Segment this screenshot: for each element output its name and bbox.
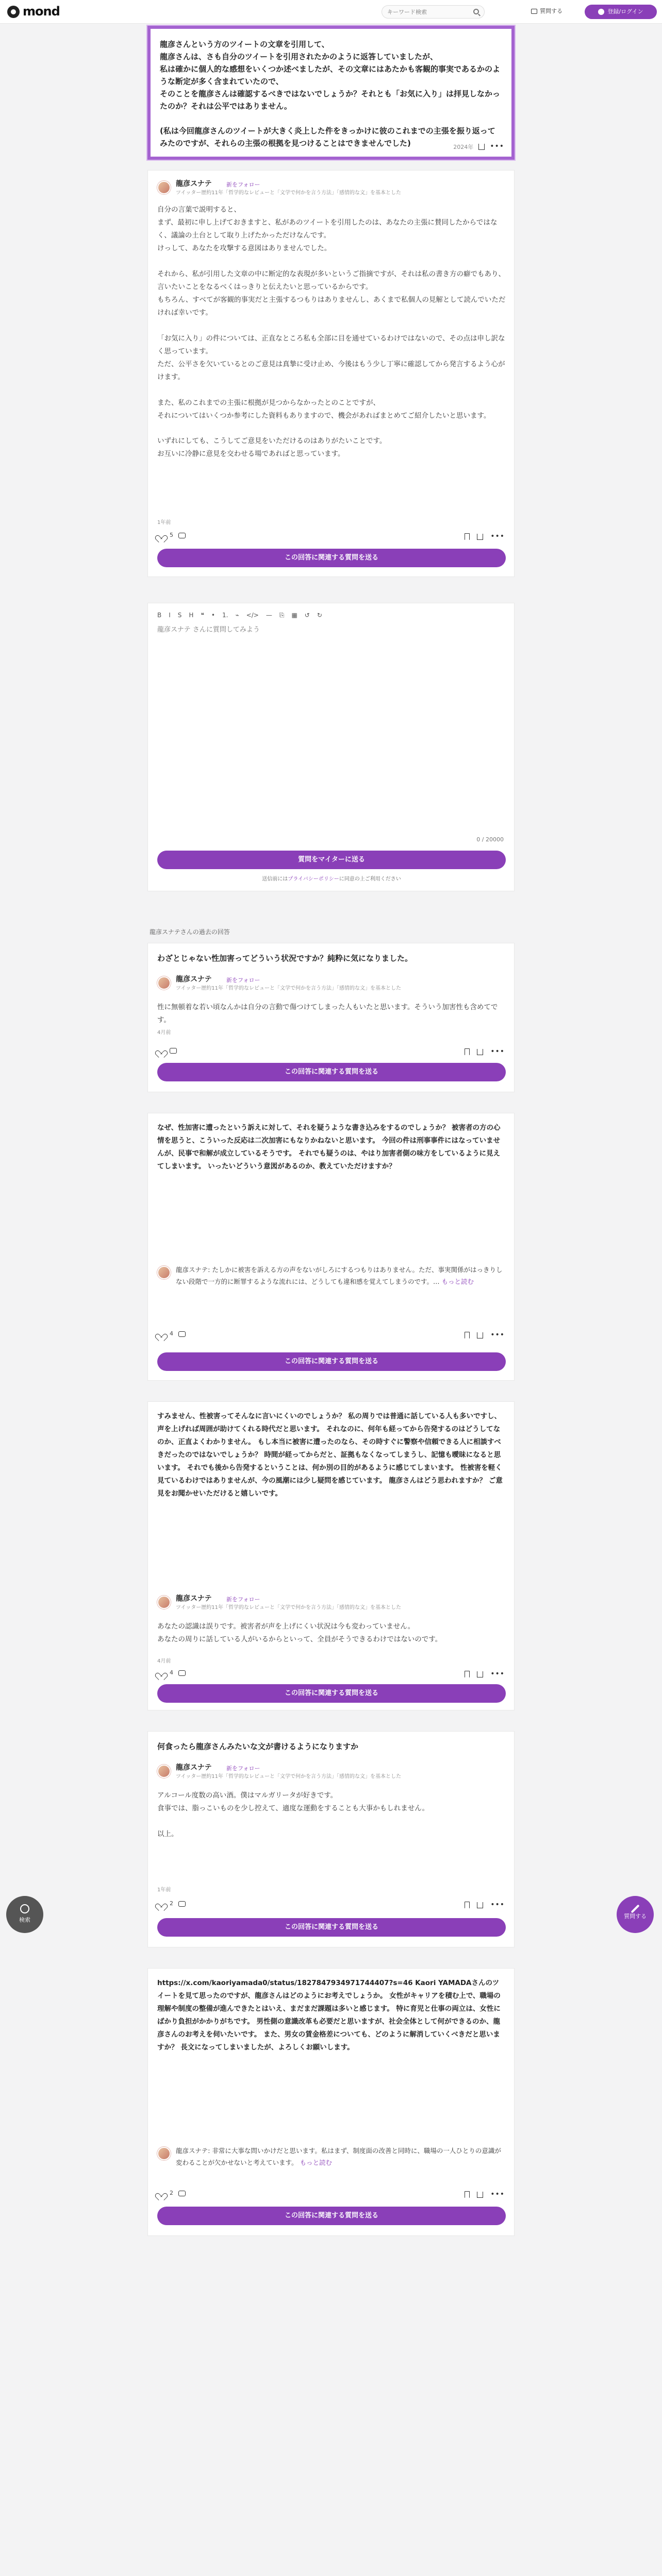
tool-bullet[interactable]: • (211, 612, 215, 619)
avatar[interactable] (157, 181, 171, 194)
bookmark-icon[interactable] (465, 1671, 470, 1677)
tool-quote[interactable]: ❝ (201, 612, 204, 619)
submit-question-button[interactable]: 質問をマイターに送る (157, 851, 506, 869)
answer-date: 4月前 (157, 1030, 171, 1036)
more-icon[interactable]: ••• (490, 2190, 505, 2198)
question-editor (147, 603, 515, 891)
answer-date: 1年前 (157, 520, 171, 526)
heart-icon[interactable] (157, 532, 164, 538)
follow-button[interactable]: 新をフォロー (226, 1765, 260, 1772)
top-header (0, 0, 662, 24)
like-count: 2 (170, 1900, 173, 1907)
user-bio: ツイッター歴約11年「哲学的なレビューと「文学で何かを言う方法」「感情的な文」を基本とした (176, 986, 402, 991)
bookmark-icon[interactable] (465, 533, 470, 540)
tool-link[interactable]: ⌁ (235, 612, 239, 619)
search-icon (20, 1904, 29, 1913)
comment-icon[interactable] (170, 1048, 177, 1054)
right-actions (465, 1900, 505, 1911)
reaction-bar (157, 1046, 177, 1055)
question-time: 2024年 (453, 143, 474, 150)
privacy-hint (148, 875, 515, 884)
tool-ordered[interactable]: 1. (222, 612, 228, 619)
fab-search-label: 検索 (19, 1917, 30, 1924)
question-textarea[interactable] (157, 624, 506, 809)
answer-card (147, 943, 515, 1092)
past-answers-label: 龍彦スナテさんの過去の回答 (150, 928, 230, 936)
reaction-bar (157, 1669, 186, 1677)
user-bio: ツイッター歴約11年「哲学的なレビューと「文学で何かを言う方法」「感情的な文」を基本とした (176, 1605, 402, 1611)
comment-icon[interactable] (178, 2191, 186, 2196)
tool-table[interactable]: ▦ (291, 612, 297, 619)
follow-button[interactable]: 新をフォロー (226, 181, 260, 188)
user-name[interactable]: 龍彦スナテ (176, 1764, 212, 1772)
right-actions (465, 2189, 505, 2200)
more-icon[interactable]: ••• (490, 1901, 505, 1909)
floating-ask-button[interactable] (617, 1896, 654, 1933)
read-more-link[interactable]: もっと読む (441, 1278, 474, 1286)
tool-strike[interactable]: S (177, 612, 182, 619)
answer-question-title[interactable]: 何食ったら龍彦さんみたいな文が書けるようになりますか (157, 1742, 359, 1751)
search-box[interactable] (382, 5, 485, 19)
chat-icon (531, 9, 537, 14)
follow-button[interactable]: 新をフォロー (226, 1596, 260, 1603)
user-name[interactable]: 龍彦スナテ (176, 975, 212, 984)
avatar[interactable] (157, 2147, 171, 2160)
login-button[interactable] (585, 5, 657, 19)
answer-body-text: 龍彦スナテ: 非常に大事な問いかけだと思います。私はまず、制度面の改善と同時に、職場の一人ひとりの意識が変わることが欠かせないと考えています。 (176, 2147, 501, 2167)
avatar[interactable] (157, 1596, 171, 1609)
bookmark-icon[interactable] (465, 2191, 470, 2198)
right-actions (465, 1669, 505, 1680)
more-icon[interactable]: ••• (490, 1670, 505, 1678)
answer-body: 自分の言葉で説明すると、 まず、最初に申し上げておきますと、私があのツイートを引用したのは、あなたの主張に賛同したからではなく、議論の土台として取り上げたかっただけなんです。 けっして、あなたを攻撃する意図はありませんでした。 それから、私が引用した文章の中に断定的な表現が多いというご指摘ですが、それは私の書き方の癖でもあり、言いたいことをなるべくはっきりと伝えたいと思っているからです。 もちろん、すべてが客観的事実だと主張するつもりはありませんし、あくまで私個人の見解として読んでいただければ幸いです。 「お気に入り」の件については、正直なところ私も全部に目を通せているわけではないので、その点は申し訳なく思っています。 ただ、公平さを欠いているとのご意見は真摯に受け止め、今後はもう少し丁寧に確認してから発言するよう心がけます。 また、私のこれまでの主張に根拠が見つからなかったとのことですが、 それについてはいくつか参考にした資料もありますので、機会があればまとめてご紹介したいと思います。 いずれにしても、こうしてご意見をいただけるのはありがたいことです。 お互いに冷静に意見を交わせる場であればと思っています。 (157, 206, 506, 459)
share-icon[interactable] (477, 1902, 483, 1908)
like-count: 4 (170, 1669, 173, 1676)
editor-toolbar (157, 611, 322, 620)
heart-icon[interactable] (157, 2190, 164, 2196)
hint-prefix: 送信前には (262, 876, 288, 882)
answer-question-body[interactable]: https://x.com/kaoriyamada0/status/1827847934971744407?s=46 Kaori YAMADAさんのツイートを見て思ったのですが、龍彦さんはどのようにお考えでしょうか。 女性がキャリアを積む上で、職場の理解や制度の整備が進んできたとはいえ、まだまだ課題は多いと感じます。 特に育児と仕事の両立は、女性にばかり負担がかかりがちです。 男性側の意識改革も必要だと思いますが、社会全体として何ができるのか、龍彦さんのお考えを伺いたいです。 また、男女の賃金格差についても、どのように解消していくべきだと思いますか？ 長文になってしまいましたが、よろしくお願いします。 (157, 1979, 501, 2052)
user-icon (598, 9, 604, 15)
bookmark-icon[interactable] (465, 1048, 470, 1055)
bookmark-icon[interactable] (465, 1332, 470, 1338)
heart-icon[interactable] (157, 1901, 164, 1907)
reaction-bar (157, 531, 186, 539)
answer-body: 性に無頓着な若い頃なんかは自分の言動で傷つけてしまった人もいたと思います。そういう加害性も含めてです。 (157, 1003, 498, 1024)
share-icon[interactable] (477, 1671, 483, 1677)
user-bio: ツイッター歴約11年「哲学的なレビューと「文学で何かを言う方法」「感情的な文」を基本とした (176, 1774, 402, 1780)
privacy-link[interactable]: プライバシーポリシー (288, 876, 339, 882)
related-question-button[interactable]: この回答に関連する質問を送る (157, 549, 506, 567)
fab-post-label: 質問する (624, 1913, 647, 1920)
question-footer (453, 141, 504, 152)
reaction-bar (157, 1330, 186, 1338)
floating-search-button[interactable] (6, 1896, 43, 1933)
comment-icon[interactable] (178, 533, 186, 538)
answer-card (147, 1401, 515, 1710)
avatar[interactable] (157, 1765, 171, 1778)
search-icon[interactable] (473, 9, 479, 14)
related-question-button[interactable]: この回答に関連する質問を送る (157, 2207, 506, 2225)
like-count: 4 (170, 1330, 173, 1337)
more-icon[interactable]: ••• (490, 142, 504, 151)
user-name[interactable]: 龍彦スナテ (176, 1595, 212, 1603)
avatar[interactable] (157, 1266, 171, 1279)
like-count: 5 (170, 532, 173, 539)
more-icon[interactable]: ••• (490, 532, 505, 540)
tool-italic[interactable]: I (169, 612, 171, 619)
heart-icon[interactable] (157, 1047, 164, 1054)
logo-icon (7, 6, 20, 18)
answer-question-title[interactable]: わざとじゃない性加害ってどういう状況ですか？純粋に気になりました。 (157, 954, 413, 963)
like-count: 2 (170, 2190, 173, 2197)
tool-copy[interactable]: ⎘ (279, 612, 285, 619)
answer-body-text: 龍彦スナテ: たしかに被害を訴える方の声をないがしろにするつもりはありません。ただ、事実関係がはっきりしない段階で一方的に断罪するような流れには、どうしても違和感を覚えてしまうのです。… (176, 1266, 503, 1286)
answer-date: 1年前 (157, 1887, 171, 1893)
related-question-button[interactable]: この回答に関連する質問を送る (157, 1063, 506, 1081)
question-text: 龍彦さんという方のツイートの文章を引用して、 龍彦さんは、さも自分のツイートを引用されたかのように返答していましたが、 私は確かに個人的な感想をいくつか述べましたが、その文章にはあたかも客観的事実であるかのような断定が多く含まれていたので、 そのことを龍彦さんは確認するべきではないでしょうか？それとも「お気に入り」は拝見しなかったのか？それは公平ではありません。 (私は今回龍彦さんのツイートが大きく炎上した件をきっかけに彼のこれまでの主張を振り返ってみたのですが、それらの主張の根拠を見つけることはできませんでした) (160, 40, 501, 148)
comment-icon[interactable] (178, 1901, 186, 1907)
heart-icon[interactable] (157, 1670, 164, 1676)
answer-question-body[interactable]: すみません、性被害ってそんなに言いにくいのでしょうか？ 私の周りでは普通に話している人も多いですし、声を上げれば周囲が助けてくれる時代だと思います。 それなのに、何年も経ってから告発するのはどうしてなのか、正直よくわかりません。 もし本当に被害に遭ったのなら、その時すぐに警察や信頼できる人に相談すべきだったのではないでしょうか？ 時間が経ってからだと、証拠もなくなってしまうし、記憶も曖昧になると思います。 それでも後から告発するということは、何か別の目的があるように感じてしまいます。 性被害を軽く見ているわけではありませんが、今の風潮には少し疑問を感じています。 龍彦さんはどう思われますか？ ご意見をお聞かせいただけると嬉しいです。 (157, 1412, 503, 1498)
mond-logo[interactable] (7, 5, 60, 19)
share-icon[interactable] (478, 144, 485, 150)
share-icon[interactable] (477, 1332, 483, 1338)
share-icon[interactable] (477, 1049, 483, 1055)
related-question-button[interactable]: この回答に関連する質問を送る (157, 1684, 506, 1703)
tool-rule[interactable]: — (266, 612, 272, 619)
share-icon[interactable] (477, 2192, 483, 2198)
related-question-button[interactable]: この回答に関連する質問を送る (157, 1352, 506, 1371)
tool-heading[interactable]: H (189, 612, 194, 619)
tool-code[interactable]: </> (246, 612, 259, 619)
read-more-link[interactable]: もっと読む (300, 2159, 333, 2167)
answer-card (147, 1113, 515, 1381)
answer-card (147, 1968, 515, 2236)
related-question-button[interactable]: この回答に関連する質問を送る (157, 1918, 506, 1937)
answer-body (176, 1264, 506, 1287)
more-icon[interactable]: ••• (490, 1047, 505, 1056)
answer-question-body[interactable]: なぜ、性加害に遭ったという訴えに対して、それを疑うような書き込みをするのでしょうか？ 被害者の方の心情を思うと、こういった反応は二次加害にもなりかねないと思います。 今回の件は刑事事件にはなっていませんが、民事で和解が成立しているそうです。 それでも疑うのは、やはり加害者側の味方をしているように見えてしまいます。 いったいどういう意図があるのか、教えていただけますか？ (157, 1124, 501, 1171)
tool-bold[interactable]: B (157, 612, 162, 619)
right-actions (465, 531, 505, 543)
answer-body: あなたの認識は誤りです。被害者が声を上げにくい状況は今も変わっていません。 あなたの周りに話している人がいるからといって、全員がそうできるわけではないのです。 (157, 1622, 442, 1643)
reaction-bar (157, 1900, 186, 1908)
tool-redo[interactable]: ↻ (317, 612, 322, 619)
question-card (147, 26, 515, 160)
ask-link-label: 質問する (540, 8, 562, 14)
answer-body: アルコール度数の高い酒。僕はマルガリータが好きです。 食事では、脂っこいものを少し控えて、適度な運動をすることも大事かもしれません。 以上。 (157, 1791, 429, 1838)
follow-button[interactable]: 新をフォロー (226, 977, 260, 984)
share-icon[interactable] (477, 534, 483, 540)
search-input[interactable] (387, 7, 470, 16)
reaction-bar (157, 2189, 186, 2197)
login-label: 登録/ログイン (607, 8, 643, 15)
right-actions (465, 1330, 505, 1341)
comment-icon[interactable] (178, 1331, 186, 1337)
answer-body (176, 2145, 506, 2168)
right-actions (465, 1046, 505, 1058)
user-name[interactable]: 龍彦スナテ (176, 180, 212, 188)
tool-undo[interactable]: ↺ (304, 612, 310, 619)
answer-date: 4月前 (157, 1658, 171, 1664)
char-counter: 0 / 20000 (476, 836, 504, 843)
logo-text: mond (23, 4, 60, 19)
answer-card (147, 1731, 515, 1947)
hint-suffix: に同意の上ご利用ください (339, 876, 401, 882)
comment-icon[interactable] (178, 1670, 186, 1676)
more-icon[interactable]: ••• (490, 1331, 505, 1339)
avatar[interactable] (157, 976, 171, 990)
main-answer-card (147, 170, 515, 577)
ask-link[interactable] (531, 7, 562, 15)
heart-icon[interactable] (157, 1331, 164, 1337)
bookmark-icon[interactable] (465, 1902, 470, 1908)
user-bio: ツイッター歴約11年「哲学的なレビューと「文学で何かを言う方法」「感情的な文」を基本とした (176, 190, 402, 196)
